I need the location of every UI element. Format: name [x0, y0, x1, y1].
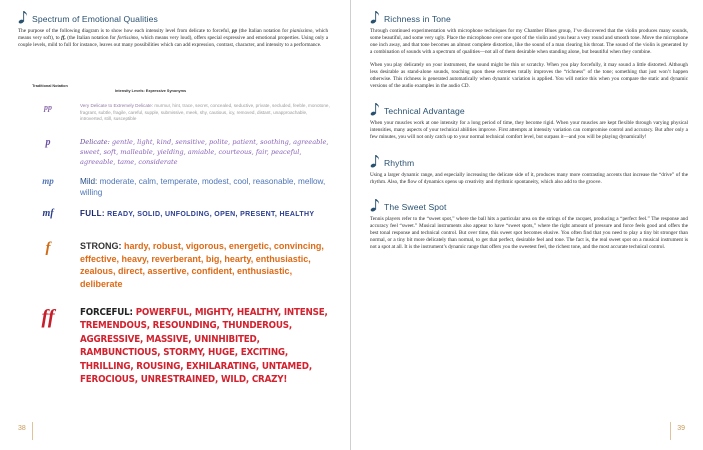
paragraph: Using a larger dynamic range, and especially increasing the delicate side of it, produces many more contrasting accents that increase the “drive” of the rhythm. Also, the flow of dynamics opens up creativity and rhythmic spontaneity, which also add to the groove. — [370, 171, 688, 185]
music-note-icon — [370, 198, 380, 212]
intensity-description: FORCEFUL: POWERFUL, MIGHTY, HEALTHY, INTENSE, TREMENDOUS, RESOUNDING, THUNDEROUS, AGGRESSIVE, MASSIVE, UNINHIBITED, RAMBUNCTIOUS, STORMY, HUGE, EXCITING, THRILLING, ROUSING, EXHILARATING, UNTAMED, FEROCIOUS, UNRESTRAINED, WILD, CRAZY! — [80, 307, 328, 386]
dynamic-symbol: mf — [42, 208, 54, 219]
paragraph: When you play delicately on your instrument, the sound might be thin or scratchy. When you play forcefully, it may sound a little distorted. Although less desirable as stand-alone sounds, touching upon these extremes totally improves the “richness” of the tone; something that just won’t happen otherwise. This richness is generated automatically when dynamic variation is applied. You will notice this when you compare the static and dynamic versions of the audio examples in the audio CD. — [370, 62, 688, 90]
music-note-icon — [18, 10, 28, 24]
intensity-description: Mild: moderate, calm, temperate, modest, cool, reasonable, mellow, willing — [80, 177, 326, 197]
intro-paragraph: The purpose of the following diagram is to show how each intensity level from delicate to forceful, pp (the Italian notation for pianissimo, which means very soft), to ff, (the Italian notation for fortissimo, which means very loud), offers special expressive and emotional properties. Using only a couple levels, mild to full for instance, leaves out many possibilities which can add expression, contrast, character, and intensity to a performance. — [18, 28, 329, 49]
section-title: Spectrum of Emotional Qualities — [32, 14, 158, 24]
music-note-icon — [370, 154, 380, 168]
section-title: The Sweet Spot — [384, 201, 447, 212]
section-heading-rhythm — [370, 154, 688, 168]
dynamic-symbol: pp — [44, 103, 52, 112]
right-page — [352, 0, 703, 450]
section-title: Technical Advantage — [384, 106, 465, 117]
paragraph: Through continued experimentation with microphone techniques for my Chamber Blues group, I’ve discovered that the violin produces many sounds, some beautiful, and some very ugly. Place the microphone over one spot of the violin and you hear a very round and smooth tone. Move the microphone one inch away, and that tone becomes an almost complete distortion, like the sound of a man clearing his throat. The sound of the violin is generated by a combination of sounds with a spectrum of qualities—not all of them desirable when standing alone, but beautiful when they combine. — [370, 28, 688, 56]
paragraph: When your muscles work at one intensity for a long period of time, they become rigid. When your muscles are kept flexible through varying physical intensities, many aspects of your technical abilities improve. First attempts at intensity variation can compromise control and accuracy. But after only a few minutes, you will not only catch up to your normal technical comfort level, but surpass it—and you will be playing dynamically! — [370, 120, 688, 141]
intensity-description: FULL: READY, SOLID, UNFOLDING, OPEN, PRESENT, HEALTHY — [80, 209, 315, 218]
dynamic-symbol: ff — [41, 306, 55, 328]
left-page — [0, 0, 351, 450]
music-note-icon — [370, 10, 380, 24]
section-heading-sweet-spot — [370, 198, 688, 212]
dynamic-symbol: f — [45, 240, 51, 256]
page-number-rule — [670, 422, 671, 440]
header-traditional-notation: Traditional Notation — [32, 84, 68, 88]
page-number: 39 — [677, 425, 685, 432]
music-note-icon — [370, 102, 380, 116]
intensity-description: Delicate: gentle, light, kind, sensitive, polite, patient, soothing, agreeable, sweet, soft, malleable, yielding, amiable, courteous, fair, peaceful, agreeable, tame, considerate — [80, 138, 329, 167]
intensity-description: STRONG: hardy, robust, vigorous, energetic, convincing, effective, heavy, reverberant, big, hearty, enthusiastic, zealous, direct, assertive, confident, enthusiastic, deliberate — [80, 241, 324, 289]
section-heading — [370, 10, 688, 24]
header-intensity-levels: Intensity Levels: Expressive Synonyms — [115, 89, 187, 93]
section-heading-technical-advantage — [370, 102, 688, 116]
section-title: Richness in Tone — [384, 14, 451, 24]
section-title: Rhythm — [384, 157, 415, 168]
section-heading — [18, 10, 328, 24]
left-content — [18, 10, 328, 49]
page-number-rule — [32, 422, 33, 440]
paragraph: Tennis players refer to the “sweet spot,” where the ball hits a particular area on the strings of the racquet, producing a “perfect feel.” The response and accuracy feel “sweet.” Musical instruments also appear to have “sweet spots,” where the right amount of pressure and force feels good and offers the best tonal response and technical control. But over time, this sweet spot becomes elusive. You often find that you need to play a tiny bit stronger than normal, or a tiny bit more delicately than normal, to get that perfect, desirable feel and tone. The fact is, the real sweet spot on a musical instrument is not a spot at all. It is the instrument’s dynamic range that offers you the sweetest feel, the richest tone, and the most accurate technical control. — [370, 215, 688, 250]
dynamic-symbol: p — [45, 137, 51, 148]
dynamic-symbol: mp — [42, 176, 54, 186]
page-number: 38 — [18, 425, 26, 432]
section-richness-in-tone — [370, 10, 688, 251]
intensity-description: Very Delicate to Extremely Delicate: murmur, hint, trace, secret, concealed, seductive, private, secluded, feeble, monotone, fragrant, subtle, fragile, careful, supple, submissive, meek, shy, cautious, icy, removed, distant, unapproachable, introverted, still, susceptible — [80, 103, 330, 122]
